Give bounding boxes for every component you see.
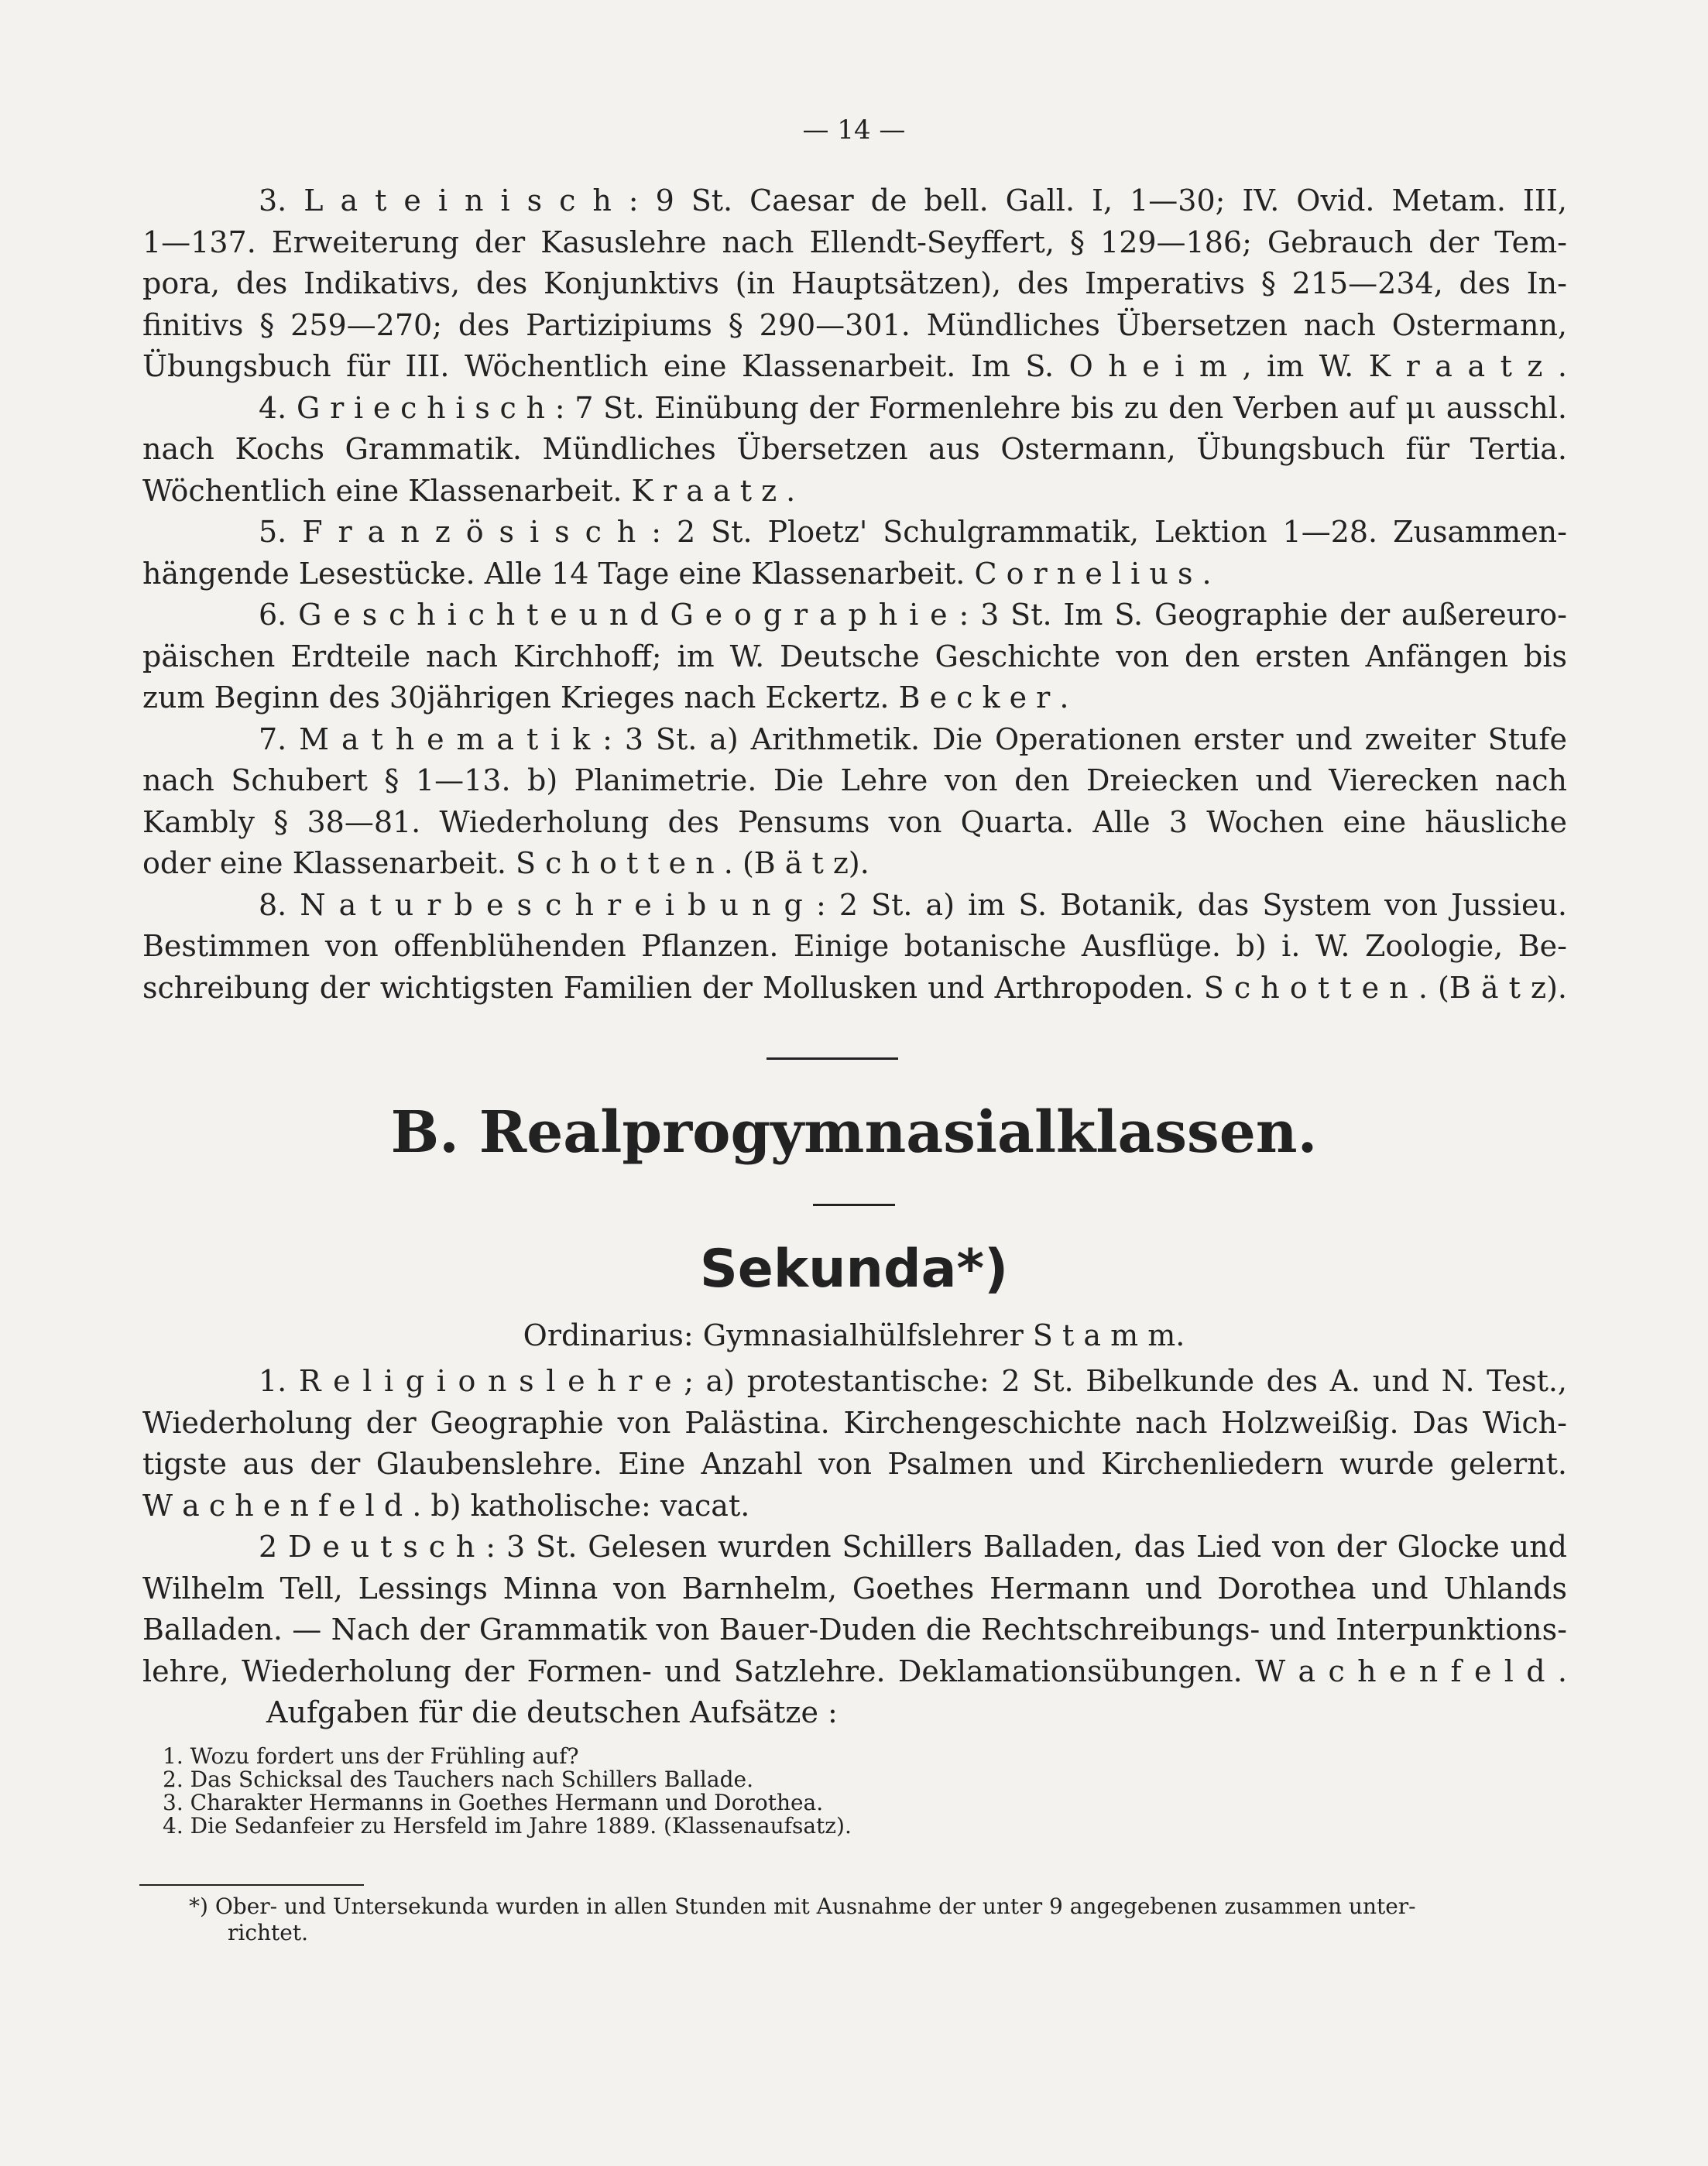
text-line: 1. R e l i g i o n s l e h r e ; a) protestantische: 2 St. Bibelkunde des A. und N. Test., (259, 1364, 1567, 1398)
sekunda-section (142, 1361, 1567, 1734)
text-line: schreibung der wichtigsten Familien der Mollusken und Arthropoden. S c h o t t e n . (B ä t z). (142, 970, 1567, 1005)
list-item: 4. Die Sedanfeier zu Hersfeld im Jahre 1889. (Klassenaufsatz). (163, 1813, 852, 1839)
footnote-line: richtet. (228, 1920, 309, 1945)
text-line: päischen Erdteile nach Kirchhoff; im W. Deutsche Geschichte von den ersten Anfängen bis (142, 639, 1567, 673)
text-line: Aufgaben für die deutschen Aufsätze : (266, 1695, 838, 1729)
text-line: Kambly § 38—81. Wiederholung des Pensums von Quarta. Alle 3 Wochen eine häusliche (142, 804, 1567, 839)
text-line: oder eine Klassenarbeit. S c h o t t e n . (B ä t z). (142, 846, 869, 880)
text-line: zum Beginn des 30jährigen Krieges nach Eckertz. B e c k e r . (142, 680, 1069, 715)
top-section (142, 180, 1567, 1009)
text-line: Wilhelm Tell, Lessings Minna von Barnhelm, Goethes Hermann und Dorothea und Uhlands (142, 1571, 1567, 1606)
text-line: W a c h e n f e l d . b) katholische: vacat. (142, 1488, 750, 1523)
text-line: hängende Lesestücke. Alle 14 Tage eine Klassenarbeit. C o r n e l i u s . (142, 556, 1212, 591)
ordinarius-line: Ordinarius: Gymnasialhülfslehrer S t a m m. (523, 1318, 1185, 1352)
text-line: 3. L a t e i n i s c h : 9 St. Caesar de bell. Gall. I, 1—30; IV. Ovid. Metam. III, (259, 183, 1567, 218)
footnote-line: *) Ober- und Untersekunda wurden in allen Stunden mit Ausnahme der unter 9 angegebenen zusammen unter- (189, 1894, 1416, 1919)
text-line: 6. G e s c h i c h t e u n d G e o g r a p h i e : 3 St. Im S. Geographie der außereuro- (259, 598, 1567, 632)
footnote-rule (139, 1884, 364, 1886)
text-line: lehre, Wiederholung der Formen- und Satzlehre. Deklamationsübungen. W a c h e n f e l d . (142, 1654, 1567, 1688)
text-line: Wöchentlich eine Klassenarbeit. K r a a t z . (142, 473, 796, 508)
list-item: 3. Charakter Hermanns in Goethes Hermann und Dorothea. (163, 1790, 824, 1815)
text-line: finitivs § 259—270; des Partizipiums § 290—301. Mündliches Übersetzen nach Ostermann, (142, 307, 1567, 342)
separator-rule (813, 1204, 895, 1206)
text-line: 1—137. Erweiterung der Kasuslehre nach Ellendt-Seyffert, § 129—186; Gebrauch der Tem- (142, 224, 1567, 259)
list-item: 1. Wozu fordert uns der Frühling auf? (163, 1743, 579, 1769)
text-line: Übungsbuch für III. Wöchentlich eine Klassenarbeit. Im S. O h e i m , im W. K r a a t z . (142, 349, 1567, 383)
essay-topics-list (163, 1745, 1479, 1838)
text-line: Bestimmen von offenblühenden Pflanzen. Einige botanische Ausflüge. b) i. W. Zoologie, Be- (142, 929, 1567, 963)
text-line: 8. N a t u r b e s c h r e i b u n g : 2 St. a) im S. Botanik, das System von Jussieu. (259, 887, 1567, 922)
list-item: 2. Das Schicksal des Tauchers nach Schillers Ballade. (163, 1767, 753, 1792)
footnote (189, 1894, 1567, 1946)
text-line: nach Schubert § 1—13. b) Planimetrie. Die Lehre von den Dreiecken und Vierecken nach (142, 763, 1567, 797)
text-line: 5. F r a n z ö s i s c h : 2 St. Ploetz' Schulgrammatik, Lektion 1—28. Zusammen- (259, 515, 1567, 549)
separator-rule (767, 1057, 898, 1060)
text-line: Wiederholung der Geographie von Palästina. Kirchengeschichte nach Holzweißig. Das Wich- (142, 1405, 1567, 1440)
class-heading: Sekunda*) (699, 1239, 1009, 1300)
text-line: tigste aus der Glaubenslehre. Eine Anzahl von Psalmen und Kirchenliedern wurde gelernt. (142, 1447, 1567, 1481)
page-number: — 14 — (802, 115, 906, 146)
text-line: pora, des Indikativs, des Konjunktivs (in Hauptsätzen), des Imperativs § 215—234, des In- (142, 266, 1567, 300)
text-line: 7. M a t h e m a t i k : 3 St. a) Arithmetik. Die Operationen erster und zweiter Stufe (259, 721, 1567, 756)
text-line: Balladen. — Nach der Grammatik von Bauer-Duden die Rechtschreibungs- und Interpunktions- (142, 1613, 1567, 1647)
text-line: nach Kochs Grammatik. Mündliches Übersetzen aus Ostermann, Übungsbuch für Tertia. (142, 432, 1567, 466)
text-line: 2 D e u t s c h : 3 St. Gelesen wurden Schillers Balladen, das Lied von der Glocke und (259, 1530, 1567, 1564)
text-line: 4. G r i e c h i s c h : 7 St. Einübung der Formenlehre bis zu den Verben auf μι ausschl. (259, 390, 1567, 425)
section-heading: B. Realprogymnasialklassen. (390, 1099, 1318, 1166)
